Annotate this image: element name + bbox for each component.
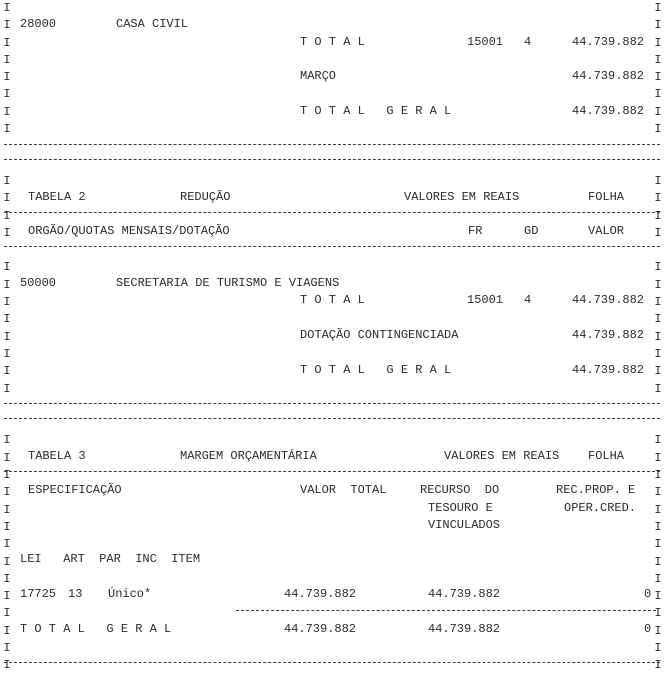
total-fr: 15001 xyxy=(467,35,504,49)
month-value: 44.739.882 xyxy=(572,69,645,83)
table3-col-own-1: REC.PROP. E xyxy=(556,483,636,497)
total-label: T O T A L xyxy=(300,35,365,49)
table3-grand-total-label: T O T A L G E R A L xyxy=(20,622,172,636)
divider xyxy=(236,610,656,611)
table2-type: REDUÇÃO xyxy=(180,190,231,204)
divider xyxy=(4,418,660,419)
table2-grand-total-value: 44.739.882 xyxy=(572,363,645,377)
grand-total-label: T O T A L G E R A L xyxy=(300,104,452,118)
table3-row-par: Único* xyxy=(108,587,152,601)
table2-sheet: FOLHA xyxy=(588,190,625,204)
table2-currency: VALORES EM REAIS xyxy=(404,190,520,204)
total-value: 44.739.882 xyxy=(572,35,645,49)
table3-grand-total-own: 0 xyxy=(644,622,652,636)
org-code: 28000 xyxy=(20,17,57,31)
table3-row-own: 0 xyxy=(644,587,652,601)
table2-contingency-value: 44.739.882 xyxy=(572,328,645,342)
table3-col-spec: ESPECIFICAÇÃO xyxy=(28,483,122,497)
table3-law-header: LEI ART PAR INC ITEM xyxy=(20,552,201,566)
table3-currency: VALORES EM REAIS xyxy=(444,449,560,463)
table3-row-treasury: 44.739.882 xyxy=(428,587,501,601)
divider xyxy=(4,212,660,213)
table3-col-total: VALOR TOTAL xyxy=(300,483,387,497)
table3-col-treasury-1: RECURSO DO xyxy=(420,483,500,497)
table3-col-treasury-2: TESOURO E xyxy=(428,501,493,515)
table2-total-value: 44.739.882 xyxy=(572,293,645,307)
table2-contingency-label: DOTAÇÃO CONTINGENCIADA xyxy=(300,328,459,342)
divider xyxy=(4,662,660,663)
right-border: I I I I I I I I I I I I I I I I I I I I I I I I I I I I I I I I I I xyxy=(654,1,662,673)
grand-total-value: 44.739.882 xyxy=(572,104,645,118)
table2-col-fr: FR xyxy=(468,224,483,238)
total-gd: 4 xyxy=(524,35,532,49)
table2-col-main: ORGÃO/QUOTAS MENSAIS/DOTAÇÃO xyxy=(28,224,230,238)
table2-col-gd: GD xyxy=(524,224,539,238)
table3-grand-total-treasury: 44.739.882 xyxy=(428,622,501,636)
table2-org-code: 50000 xyxy=(20,276,57,290)
table2-col-value: VALOR xyxy=(588,224,625,238)
table2-total-label: T O T A L xyxy=(300,293,365,307)
table3-col-treasury-3: VINCULADOS xyxy=(428,518,501,532)
table3-sheet: FOLHA xyxy=(588,449,625,463)
divider xyxy=(4,403,660,404)
table3-row-law: 17725 xyxy=(20,587,57,601)
table2-org-name: SECRETARIA DE TURISMO E VIAGENS xyxy=(116,276,340,290)
divider xyxy=(4,471,660,472)
divider xyxy=(4,144,660,145)
table3-col-own-2: OPER.CRED. xyxy=(564,501,637,515)
month-label: MARÇO xyxy=(300,69,337,83)
table3-grand-total-total: 44.739.882 xyxy=(284,622,357,636)
divider xyxy=(4,159,660,160)
left-border: I I I I I I I I I I I I I I I I I I I I I I I I I I I I I I I I I I xyxy=(3,1,11,673)
table2-total-fr: 15001 xyxy=(467,293,504,307)
table3-row-total: 44.739.882 xyxy=(284,587,357,601)
divider xyxy=(4,246,660,247)
table3-type: MARGEM ORÇAMENTÁRIA xyxy=(180,449,317,463)
table2-title: TABELA 2 xyxy=(28,190,86,204)
table3-title: TABELA 3 xyxy=(28,449,86,463)
org-name: CASA CIVIL xyxy=(116,17,189,31)
table2-grand-total-label: T O T A L G E R A L xyxy=(300,363,452,377)
table3-row-art: 13 xyxy=(68,587,83,601)
table2-total-gd: 4 xyxy=(524,293,532,307)
